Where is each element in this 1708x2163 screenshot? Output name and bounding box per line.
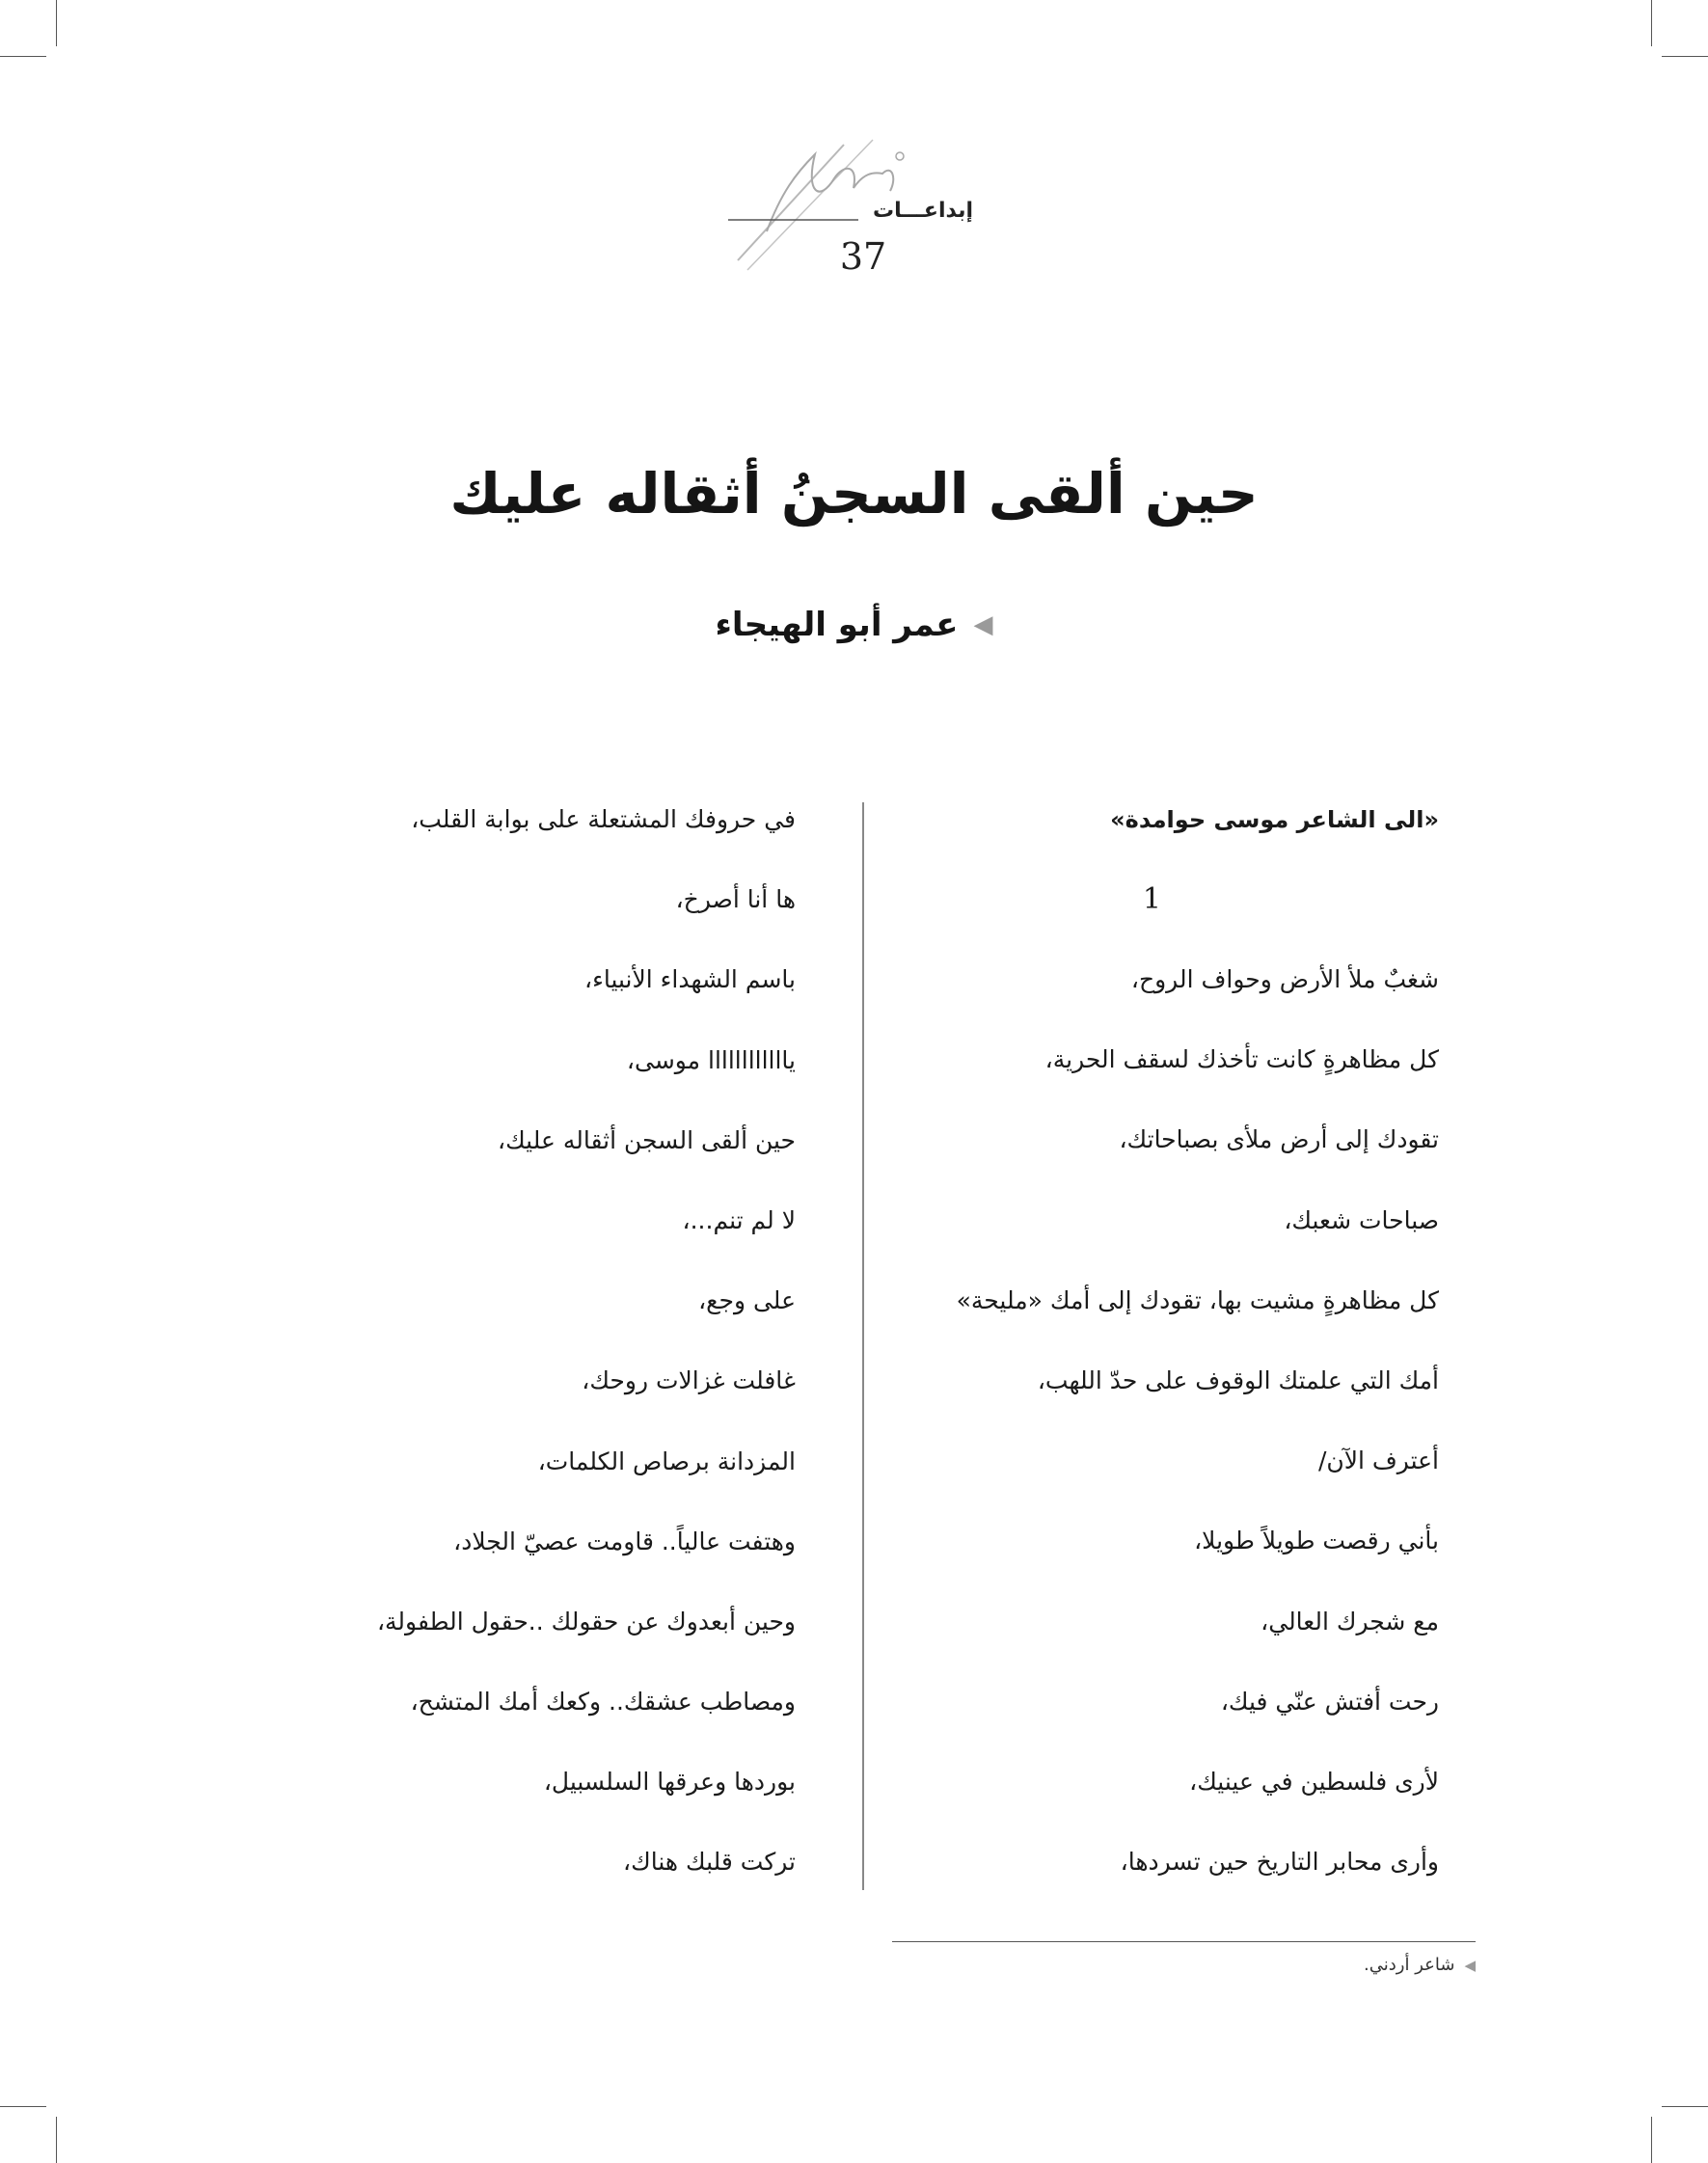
page-number: 37 xyxy=(839,235,887,278)
poem-column-left xyxy=(318,800,796,1924)
poem-line: في حروفك المشتعلة على بوابة القلب، xyxy=(411,805,796,833)
crop-mark xyxy=(56,0,57,46)
poem-line: ومصاطب عشقك.. وكعك أمك المتشح، xyxy=(410,1688,796,1717)
stanza-number: 1 xyxy=(1142,882,1161,916)
crop-mark xyxy=(56,2117,57,2163)
footnote-rule xyxy=(892,1941,1476,1942)
footnote-text: شاعر أردني. xyxy=(1364,1955,1455,1975)
poem-line: مع شجرك العالي، xyxy=(1261,1607,1439,1636)
crop-mark xyxy=(1651,0,1652,46)
poem-line: وأرى محابر التاريخ حين تسردها، xyxy=(1120,1848,1439,1877)
poem-line: كل مظاهرةٍ مشيت بها، تقودك إلى أمك «مليحة» xyxy=(956,1285,1439,1314)
poem-line: المزدانة برصاص الكلمات، xyxy=(537,1447,796,1475)
poem-line: شغبٌ ملأ الأرض وحواف الروح، xyxy=(1130,965,1439,993)
poem-line: تركت قلبك هناك، xyxy=(623,1848,796,1877)
crop-mark xyxy=(0,2106,46,2107)
footnote xyxy=(1206,1955,1476,1975)
poem-line: حين ألقى السجن أثقاله عليك، xyxy=(498,1125,796,1154)
poem-column-right xyxy=(907,800,1439,1923)
poem-line: ها أنا أصرخ، xyxy=(675,885,796,914)
poem-line: على وجع، xyxy=(698,1286,796,1315)
section-label: إبداعـــات xyxy=(872,199,973,223)
dedication: «الى الشاعر موسى حوامدة» xyxy=(1110,806,1439,833)
crop-mark xyxy=(1662,56,1708,57)
poem-line: لأرى فلسطين في عينيك، xyxy=(1189,1767,1439,1796)
poem-line: صباحات شعبك، xyxy=(1284,1205,1439,1234)
column-divider xyxy=(862,802,864,1890)
poem-line: كل مظاهرةٍ كانت تأخذك لسقف الحرية، xyxy=(1044,1045,1439,1074)
poem-line: وهتفت عالياً.. قاومت عصيّ الجلاد، xyxy=(453,1527,796,1555)
poem-line: رحت أفتش عنّي فيك، xyxy=(1220,1687,1439,1716)
author-name: عمر أبو الهيجاء xyxy=(715,606,959,644)
poem-line: ياااااااااااا موسى، xyxy=(626,1045,796,1074)
poem-line: بوردها وعرقها السلسبيل، xyxy=(543,1768,796,1797)
crop-mark xyxy=(1662,2106,1708,2107)
author-line xyxy=(579,606,1129,644)
poem-line: بأني رقصت طويلاً طويلا، xyxy=(1194,1527,1439,1555)
poem-line: وحين أبعدوك عن حقولك ..حقول الطفولة، xyxy=(376,1607,796,1636)
poem-line: تقودك إلى أرض ملأى بصباحاتك، xyxy=(1119,1125,1439,1154)
crop-mark xyxy=(1651,2117,1652,2163)
poem-line: أمك التي علمتك الوقوف على حدّ اللهب، xyxy=(1037,1365,1439,1394)
poem-line: غافلت غزالات روحك، xyxy=(582,1366,796,1395)
triangle-left-icon: ◀ xyxy=(973,610,993,639)
triangle-left-icon: ◀ xyxy=(1464,1957,1476,1974)
poem-line: أعترف الآن/ xyxy=(1317,1447,1439,1475)
poem-title: حين ألقى السجنُ أثقاله عليك xyxy=(449,461,1259,527)
poem-line: لا لم تنم...، xyxy=(682,1205,796,1234)
poem-line: باسم الشهداء الأنبياء، xyxy=(584,965,796,994)
crop-mark xyxy=(0,56,46,57)
